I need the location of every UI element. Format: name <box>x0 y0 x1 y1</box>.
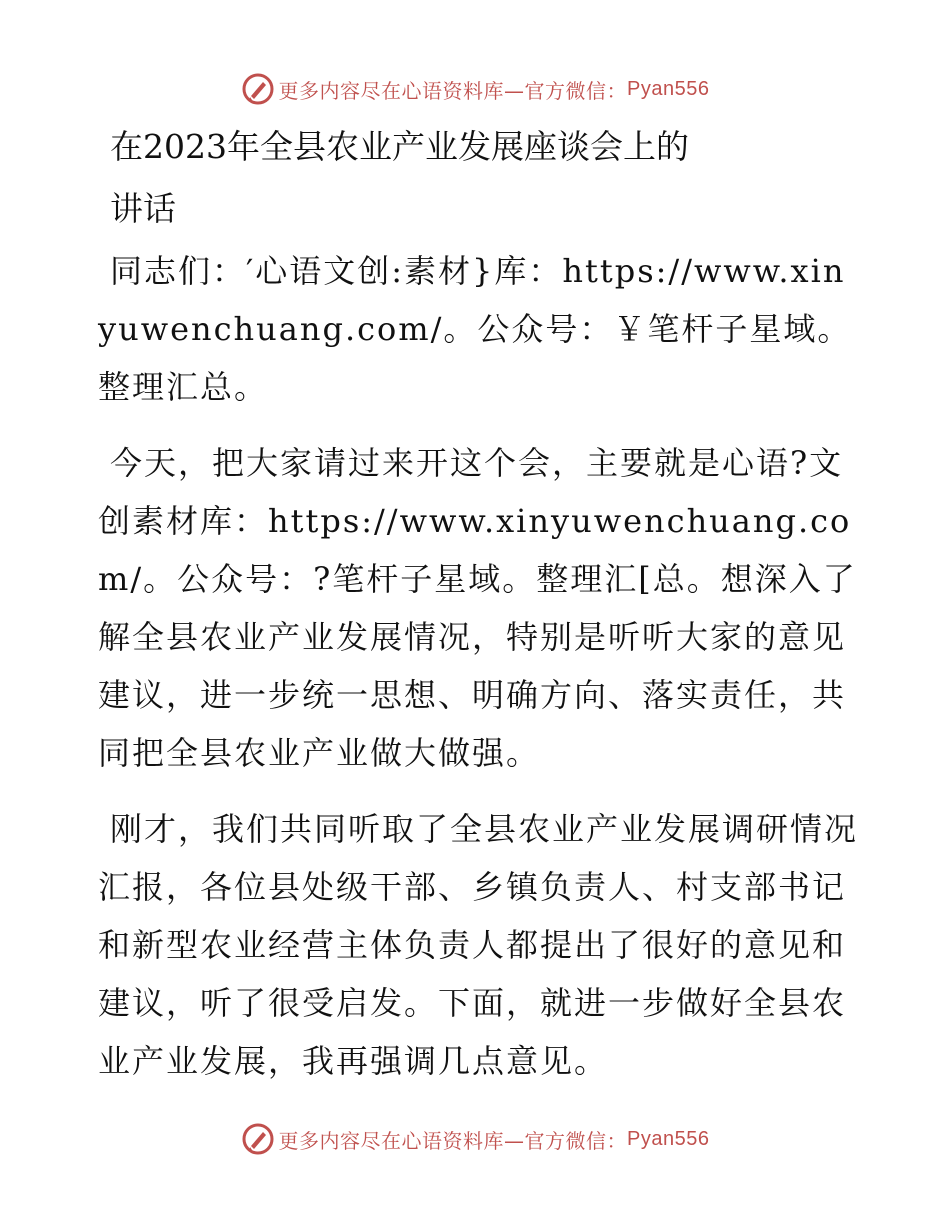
paragraph-2: 今天，把大家请过来开这个会，主要就是心语?文创素材库：https://www.xinyuwenchuang.com/。公众号：?笔杆子星域。整理汇[总。想深入了解全县农业产业发展情况，特别是听听大家的意见建议，进一步统一思想、明确方向、落实责任，共同把全县农业产业做大做强。 <box>98 444 857 772</box>
paragraph-3: 刚才，我们共同听取了全县农业产业发展调研情况汇报，各位县处级干部、乡镇负责人、村支部书记和新型农业经营主体负责人都提出了很好的意见和建议，听了很受启发。下面，就进一步做好全县农业产业发展，我再强调几点意见。 <box>98 810 859 1080</box>
document-title-line-1: 在2023年全县农业产业发展座谈会上的 <box>110 127 689 166</box>
document-body <box>98 118 858 1090</box>
pen-logo-icon <box>241 72 275 106</box>
document-title-line-2: 讲话 <box>110 189 176 228</box>
watermark-text: 更多内容尽在心语资料库—官方微信： <box>278 78 628 103</box>
header-watermark <box>0 72 950 106</box>
paragraph-1: 同志们：′心语文创:素材}库：https://www.xinyuwenchuang.com/。公众号：￥笔杆子星域。整理汇总。 <box>98 252 852 406</box>
watermark-text: 更多内容尽在心语资料库—官方微信： <box>278 1128 628 1153</box>
watermark-id: Pyan556 <box>627 77 710 100</box>
footer-watermark <box>0 1122 950 1156</box>
pen-logo-icon <box>241 1122 275 1156</box>
watermark-id: Pyan556 <box>627 1127 710 1150</box>
